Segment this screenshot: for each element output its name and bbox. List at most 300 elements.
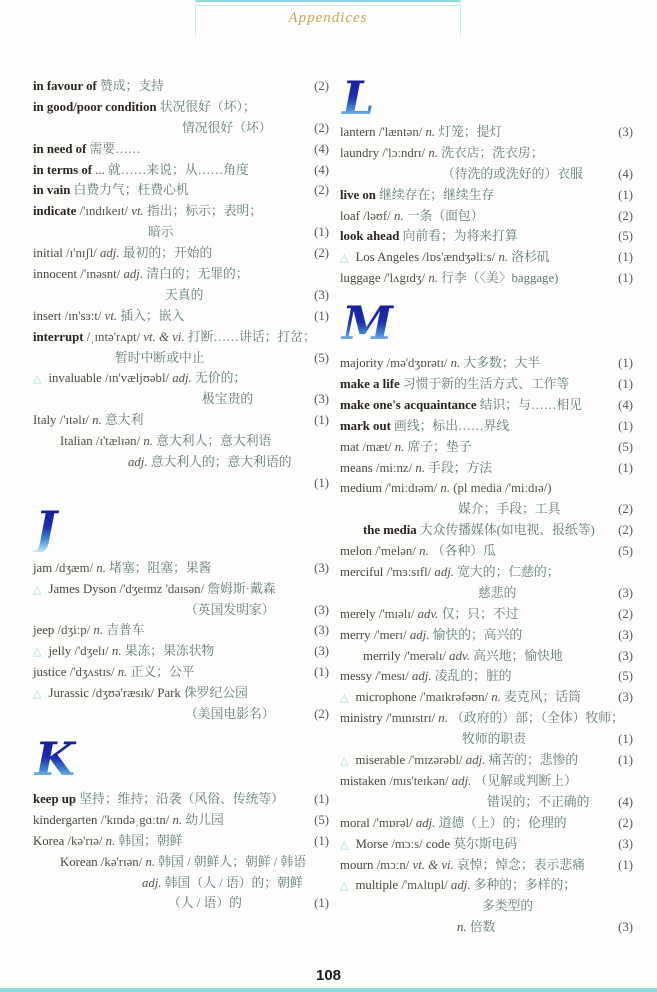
entry-phonetic: /'mɪnɪstrɪ/ <box>382 711 436 726</box>
entry-definition: 果冻；果冻状物 <box>121 644 215 659</box>
entry-line <box>33 683 329 704</box>
entry-definition: 愉快的；高兴的 <box>429 627 523 642</box>
entry-definition: 韩国；朝鲜 <box>115 833 183 848</box>
entry-pageref: (5) <box>618 229 633 244</box>
entry-definition: 行李（〈美〉baggage) <box>437 271 559 286</box>
entry-pos: n. <box>102 833 116 848</box>
entry-phonetic: /dʒiːp/ <box>54 623 91 638</box>
entry-definition: 多类型的 <box>482 899 534 914</box>
entry-word: moral <box>340 815 370 830</box>
entry-line <box>33 873 329 894</box>
entry-phonetic: /mæt/ <box>359 439 392 454</box>
entry-definition: 仅；只；不过 <box>438 606 519 621</box>
entry-pageref: (2) <box>314 707 329 722</box>
entry-word: miserable <box>355 753 406 768</box>
entry-line <box>340 353 633 374</box>
entry-pos: n. <box>142 854 156 869</box>
entry-line <box>340 520 633 541</box>
entry-pageref: (3) <box>618 627 633 642</box>
entry-phonetic: /mɔːs/ <box>388 836 423 851</box>
entry-line <box>340 458 633 479</box>
entry-line <box>340 247 633 268</box>
entry-pageref: (2) <box>314 246 329 261</box>
entry-line <box>340 583 633 604</box>
entry-pos: adj. <box>412 815 436 830</box>
entry-word: jelly <box>48 644 72 659</box>
entry-pageref: (5) <box>314 350 329 365</box>
entry-phonetic: /'miːdɪəm/ <box>381 481 438 496</box>
entry-definition: 暂时中断或中止 <box>115 350 205 365</box>
entry-line <box>33 893 329 914</box>
entry-pos: n. <box>447 356 461 371</box>
entry-definition: 向前看；为将来打算 <box>399 229 518 244</box>
entry-definition: （人 / 语）的 <box>168 896 242 911</box>
entry-pageref: (1) <box>618 187 633 202</box>
entry-pos: adj. <box>406 627 430 642</box>
entry-phonetic: /'dʒeɪmz 'daɪsən/ <box>116 581 205 596</box>
entry-line <box>340 143 633 164</box>
entry-word: interrupt <box>33 329 84 344</box>
entry-pageref: (4) <box>618 397 633 412</box>
entry-definition: 打断……讲话；打岔； <box>184 329 316 344</box>
entry-line <box>340 185 633 206</box>
entry-pageref: (1) <box>618 250 633 265</box>
entry-pos: adv. <box>414 606 439 621</box>
entry-pageref: (3) <box>314 560 329 575</box>
entry-definition: 坚持；维持；沿袭（风俗、传统等） <box>76 791 284 806</box>
entry-phonetic: /ˌɪntə'rʌpt/ <box>83 329 141 344</box>
entry-line <box>340 750 633 771</box>
triangle-icon: △ <box>33 373 42 386</box>
entry-word: merrily <box>363 648 401 663</box>
entry-line <box>33 306 329 327</box>
entry-definition: 指出；标示；表明； <box>143 204 263 219</box>
entry-line <box>33 160 329 181</box>
entry-pageref: (1) <box>618 732 633 747</box>
entry-word: in good/poor condition <box>33 99 157 114</box>
entry-line <box>33 810 329 831</box>
entry-phonetic: /'mɪzərəbl/ <box>405 753 463 768</box>
entry-word: jam <box>33 560 53 575</box>
entry-phonetic: /'merəlɪ/ <box>400 648 446 663</box>
entry-phonetic: /'dʒʌstɪs/ <box>66 665 115 680</box>
entry-pageref: (3) <box>618 836 633 851</box>
entry-phonetic: /ləʊf/ <box>359 208 391 223</box>
entry-pageref: (3) <box>314 392 329 407</box>
entry-word: Italian <box>60 434 93 449</box>
entry-definition: 大多数；大半 <box>460 356 541 371</box>
entry-line <box>33 139 329 160</box>
entry-phonetic: /kə'rɪə/ <box>64 833 103 848</box>
entry-word: innocent <box>33 267 78 282</box>
entry-line <box>340 437 633 458</box>
entry-phonetic: /'mɜːsɪfl/ <box>383 565 432 580</box>
entry-pageref: (3) <box>618 648 633 663</box>
entry-phonetic: /'ɪtəlɪ/ <box>56 413 89 428</box>
entry-definition: 白费力气；枉费心机 <box>70 183 189 198</box>
entry-word: messy <box>340 669 372 684</box>
entry-line <box>340 625 633 646</box>
entry-word: microphone <box>355 690 417 705</box>
entry-pageref: (1) <box>618 356 633 371</box>
entry-pos: n. <box>415 544 429 559</box>
entry-definition: 最初的；开始的 <box>119 246 213 261</box>
entry-pageref: (3) <box>314 644 329 659</box>
entry-line <box>33 852 329 873</box>
entry-pageref: (2) <box>314 120 329 135</box>
entry-pos: n. <box>435 711 448 726</box>
section-letter-J: J <box>33 506 329 552</box>
entry-line <box>33 180 329 201</box>
entry-phonetic: /'ɪndɪkeɪt/ <box>76 204 129 219</box>
entry-definition: （英国发明家） <box>185 602 275 617</box>
entry-definition: 结识；与……相见 <box>476 397 583 412</box>
column-right <box>340 71 633 938</box>
entry-definition: 凌乱的；脏的 <box>431 669 512 684</box>
entry-pos: vt. <box>101 308 118 323</box>
entry-phonetic: /'lɔːndrɪ/ <box>379 145 426 160</box>
entry-word: the media <box>363 523 417 538</box>
entry-phonetic: /ɪ'nɪʃl/ <box>62 246 97 261</box>
entry-pageref: (2) <box>618 523 633 538</box>
entry-phonetic: /'læntən/ <box>375 125 423 139</box>
entry-line <box>33 389 329 410</box>
entry-definition: 状况很好（坏）； <box>156 99 256 114</box>
entry-word: Korean <box>60 854 98 869</box>
entry-line <box>340 834 633 855</box>
entry-word: laundry <box>340 145 380 160</box>
entry-definition: （各种）瓜 <box>428 544 496 559</box>
entry-definition: 多种的；多样的； <box>470 878 577 893</box>
entry-definition: 席子；垫子 <box>404 439 472 454</box>
entry-pos: n. <box>425 271 438 286</box>
entry-pos: n. <box>140 434 153 449</box>
entry-pos: adj. <box>408 669 432 684</box>
entry-pageref: (1) <box>314 896 329 911</box>
entry-pos: n. <box>391 439 405 454</box>
entry-definition: 吉普车 <box>103 623 145 638</box>
entry-definition: 需要…… <box>86 141 141 156</box>
entry-line <box>33 431 329 452</box>
entry-pos: n. <box>93 560 106 575</box>
entry-line <box>33 579 329 600</box>
entry-word: ... <box>92 162 105 177</box>
entry-word: mat <box>340 439 360 454</box>
entry-word: look ahead <box>340 229 400 244</box>
entry-line <box>340 875 633 896</box>
entry-line <box>33 600 329 621</box>
entry-pageref: (2) <box>618 606 633 621</box>
entry-definition: （政府的）部；（全体）牧师； <box>447 711 624 726</box>
entry-definition: 倍数 <box>466 920 496 935</box>
section-letter-M: M <box>340 301 633 347</box>
entry-pos: n. <box>425 145 438 160</box>
entry-word: mourn <box>340 857 374 872</box>
entry-word: keep up <box>33 791 77 806</box>
entry-pos: n. <box>488 690 501 705</box>
entry-definition: 哀悼；悼念；表示悲痛 <box>453 857 585 872</box>
entry-pos: n. <box>114 665 128 680</box>
entry-definition: 媒介；手段；工具 <box>458 502 561 517</box>
bottom-rule <box>0 988 657 992</box>
entry-word: lantern <box>340 125 376 139</box>
entry-word: mistaken <box>340 773 387 788</box>
entry-pos: n. <box>412 460 425 475</box>
entry-phonetic: /'mɪəlɪ/ <box>375 606 415 621</box>
entry-definition: 清白的；无罪的； <box>143 267 249 282</box>
entry-pageref: (1) <box>618 857 633 872</box>
entry-definition: 道德（上）的；伦理的 <box>435 815 567 830</box>
entry-phonetic: /ɪn'sɜːt/ <box>61 308 102 323</box>
entry-definition: 幼儿园 <box>182 812 224 827</box>
entry-word: multiple <box>355 878 399 893</box>
entry-definition: 无价的； <box>191 371 247 386</box>
entry-definition: （见解或判断上） <box>471 773 577 788</box>
entry-pos: vt. <box>128 204 144 219</box>
entry-line <box>33 76 329 97</box>
entry-pageref: (1) <box>314 475 329 490</box>
entry-phonetic: /lɒs'ændʒəliːs/ <box>419 250 496 265</box>
entry-pos: n. <box>422 125 436 139</box>
entry-phonetic: /'mɒrəl/ <box>369 815 413 830</box>
entry-pos: n. <box>169 812 183 827</box>
entry-definition: 韩国 / 朝鲜人；朝鲜 / 韩语 <box>155 854 307 869</box>
entry-line <box>33 222 329 243</box>
entry-definition: 手段；方法 <box>424 460 493 475</box>
entry-definition: 詹姆斯·戴森 <box>204 581 276 596</box>
entry-pageref: (1) <box>314 833 329 848</box>
entry-pageref: (1) <box>314 665 329 680</box>
entry-word: initial <box>33 246 63 261</box>
entry-pageref: (4) <box>618 794 633 809</box>
entry-pageref: (1) <box>618 377 633 392</box>
entry-pageref: (4) <box>314 141 329 156</box>
entry-definition: 意大利人的；意大利语的 <box>147 455 292 470</box>
entry-pageref: (3) <box>314 623 329 638</box>
entry-definition: 牧师的职责 <box>462 732 526 747</box>
triangle-icon: △ <box>33 583 42 596</box>
section-letter-K: K <box>33 737 329 783</box>
entry-phonetic: /'lʌgɪdʒ/ <box>380 271 426 286</box>
entry-line <box>340 478 633 499</box>
entry-line <box>33 243 329 264</box>
entry-word: Park <box>154 686 181 701</box>
entry-word: Los Angeles <box>355 250 420 265</box>
entry-pos: n. <box>437 481 451 496</box>
entry-pos: adj. <box>462 753 486 768</box>
entry-phonetic: /'mesɪ/ <box>372 669 409 684</box>
entry-phonetic: /miːnz/ <box>372 460 413 475</box>
entry-pos: adj. <box>128 455 148 470</box>
entry-word: in vain <box>33 183 71 198</box>
entry-definition: 痛苦的；悲惨的 <box>485 753 579 768</box>
entry-pageref: (3) <box>618 585 633 600</box>
entry-phonetic: /dʒæm/ <box>52 560 94 575</box>
entry-pageref: (4) <box>618 166 633 181</box>
entry-pageref: (2) <box>618 815 633 830</box>
entry-word: in favour of <box>33 79 97 93</box>
entry-pos: adj. <box>169 371 192 386</box>
entry-phonetic: /ɪ'tælɪən/ <box>92 434 141 449</box>
entry-phonetic: /'melən/ <box>372 544 416 559</box>
entry-definition: 高兴地；愉快地 <box>469 648 563 663</box>
entry-line <box>33 410 329 431</box>
entry-definition: 赞成；支持 <box>96 79 164 93</box>
entry-definition: 错误的；不正确的 <box>487 794 590 809</box>
entry-line <box>340 792 633 813</box>
entry-line <box>340 374 633 395</box>
triangle-icon: △ <box>340 692 349 705</box>
entry-definition: （待洗的或洗好的）衣服 <box>442 166 583 181</box>
entry-phonetic: /mə'dʒɒrətɪ/ <box>383 356 448 371</box>
entry-line <box>33 201 329 222</box>
entry-definition: 大众传播媒体(如电视、报纸等) <box>416 523 595 538</box>
entry-phonetic: /ɪn'væljʊəbl/ <box>101 371 170 386</box>
entry-pageref: (1) <box>314 225 329 240</box>
entry-word: merry <box>340 627 371 642</box>
entry-word: make a life <box>340 377 400 392</box>
entry-word: medium <box>340 481 382 496</box>
entry-phonetic: /dʒʊə'ræsɪk/ <box>88 686 155 701</box>
entry-phonetic: /mɔːn/ <box>373 857 410 872</box>
entry-definition: 一条（面包） <box>403 208 484 223</box>
entry-definition: 继续存在；继续生存 <box>375 187 495 202</box>
entry-line <box>340 164 633 185</box>
entry-definition: 莫尔斯电码 <box>450 836 518 851</box>
entry-pageref: (1) <box>314 308 329 323</box>
entry-word: James Dyson <box>48 581 117 596</box>
entry-phonetic: /'maɪkrəfəʊn/ <box>416 690 489 705</box>
entry-line <box>33 789 329 810</box>
entry-word: merely <box>340 606 376 621</box>
entry-definition: 灯笼；提灯 <box>435 125 503 139</box>
entry-definition: 情况很好（坏） <box>182 120 272 135</box>
entry-line <box>33 348 329 369</box>
entry-phonetic: /'dʒelɪ/ <box>71 644 109 659</box>
entry-pageref: (1) <box>618 460 633 475</box>
entry-definition: 极宝贵的 <box>202 392 254 407</box>
entry-pos: vt. & vi. <box>409 857 454 872</box>
entry-word: kindergarten <box>33 812 98 827</box>
header-title: Appendices <box>288 10 368 26</box>
entry-line <box>33 831 329 852</box>
entry-line <box>33 97 329 118</box>
entry-word: luggage <box>340 271 381 286</box>
entry-line <box>33 452 329 473</box>
triangle-icon: △ <box>340 252 349 265</box>
entry-pos: adj. <box>448 773 472 788</box>
entry-word: in need of <box>33 141 87 156</box>
triangle-icon: △ <box>340 755 349 768</box>
entry-line <box>340 226 633 247</box>
entry-definition: 慈悲的 <box>478 585 517 600</box>
entry-pageref: (2) <box>618 502 633 517</box>
entry-line <box>340 771 633 792</box>
entry-pageref: (3) <box>618 690 633 705</box>
entry-pageref: (5) <box>618 439 633 454</box>
entry-word: invaluable <box>48 371 102 386</box>
entry-line <box>340 666 633 687</box>
entry-pageref: (3) <box>314 287 329 302</box>
entry-definition: 正义；公平 <box>127 665 195 680</box>
entry-word: in terms of <box>33 162 92 177</box>
entry-word: Morse <box>355 836 389 851</box>
entry-word: indicate <box>33 204 77 219</box>
entry-word: jeep <box>33 623 55 638</box>
entry-pageref: (5) <box>314 812 329 827</box>
entry-definition: 天真的 <box>165 287 204 302</box>
entry-word: insert <box>33 308 62 323</box>
entry-line <box>33 704 329 725</box>
entry-pos: adv. <box>445 648 470 663</box>
entry-pos: adj. <box>447 878 471 893</box>
entry-line <box>340 646 633 667</box>
page-number: 108 <box>315 967 342 984</box>
entry-phonetic: /'mʌltɪpl/ <box>398 878 448 893</box>
entry-definition: 韩国（人 / 语）的；朝鲜 <box>161 875 303 890</box>
entry-pageref: (5) <box>618 544 633 559</box>
entry-definition: 习惯于新的生活方式、工作等 <box>399 377 570 392</box>
entry-phonetic: /'kɪndəˌgɑːtn/ <box>97 812 170 827</box>
entry-word: mark out <box>340 418 391 433</box>
entry-line <box>340 268 633 289</box>
entry-pageref: (1) <box>314 413 329 428</box>
entry-word: Korea <box>33 833 65 848</box>
entry-pos: vt. & vi. <box>140 329 185 344</box>
entry-definition: 意大利 <box>101 413 144 428</box>
entry-line <box>33 118 329 139</box>
entry-definition: 暗示 <box>148 225 174 240</box>
entry-line <box>33 558 329 579</box>
entry-definition: 插入；嵌入 <box>117 308 185 323</box>
entry-pageref: (5) <box>618 669 633 684</box>
entry-word: ministry <box>340 711 383 726</box>
entry-word: merciful <box>340 565 384 580</box>
entry-definition: 宽大的；仁慈的； <box>453 565 560 580</box>
entry-line <box>340 206 633 227</box>
entry-definition: 画线；标出……界线 <box>390 418 510 433</box>
entry-line <box>340 917 633 938</box>
entry-line <box>340 708 633 729</box>
entry-phonetic: /'merɪ/ <box>370 627 407 642</box>
triangle-icon: △ <box>340 838 349 851</box>
entry-word: live on <box>340 187 376 202</box>
entry-phonetic: /'ɪnəsnt/ <box>77 267 121 282</box>
entry-line <box>33 368 329 389</box>
entry-line <box>340 499 633 520</box>
triangle-icon: △ <box>340 880 349 893</box>
entry-definition: 洛杉矶 <box>508 250 550 265</box>
entry-definition: 堵塞；阻塞；果酱 <box>105 560 212 575</box>
entry-line <box>33 264 329 285</box>
entry-pos: n. <box>390 208 404 223</box>
entry-pageref: (2) <box>314 183 329 198</box>
entry-line <box>340 416 633 437</box>
entry-pageref: (1) <box>618 271 633 286</box>
entry-pos: n. <box>495 250 509 265</box>
entry-pos: n. <box>88 413 102 428</box>
entry-word: means <box>340 460 373 475</box>
entry-line <box>340 395 633 416</box>
entry-line <box>33 285 329 306</box>
entry-line <box>33 641 329 662</box>
column-left <box>33 76 329 914</box>
entry-definition: 洗衣店；洗衣房； <box>437 145 544 160</box>
entry-word: majority <box>340 356 384 371</box>
entry-word: justice <box>33 665 67 680</box>
entry-phonetic: (pl media /'miːdɪə/) <box>450 481 552 496</box>
entry-pos: adj. <box>142 875 162 890</box>
